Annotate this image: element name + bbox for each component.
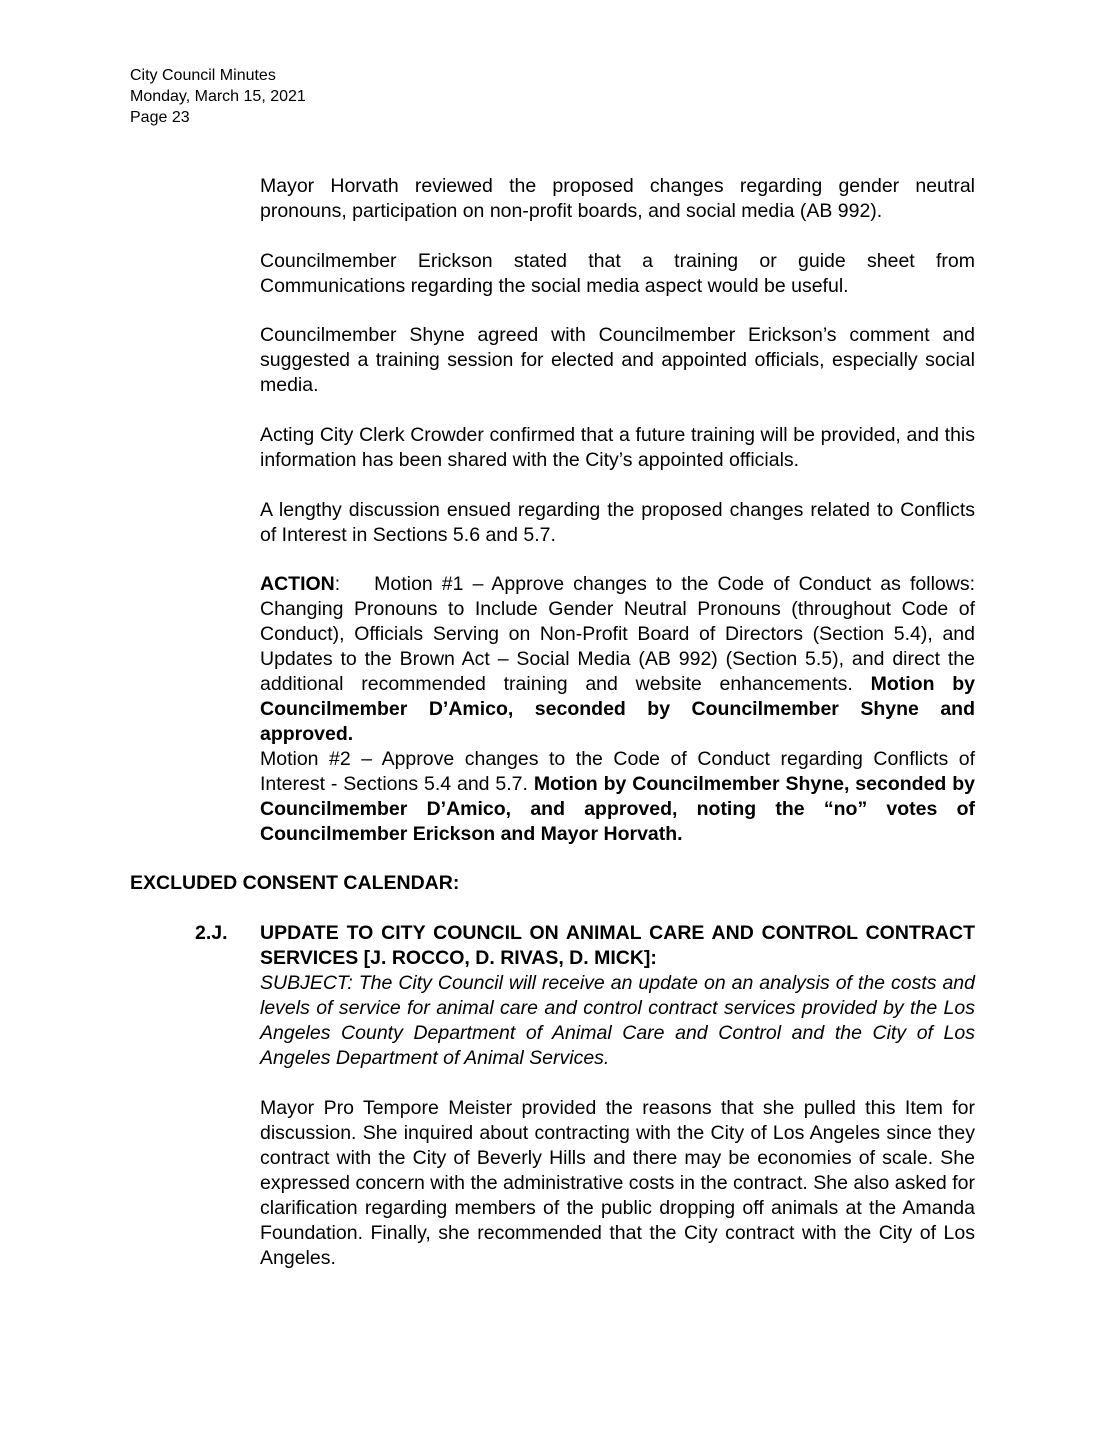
paragraph-meister-discussion: Mayor Pro Tempore Meister provided the reasons that she pulled this Item for discussion. She inquired about contracting with the City of Los Angeles since they contract with the City of Beverly Hills and there may be economies of scale. She expressed concern with the administrative costs in the contract. She also asked for clarification regarding members of the public dropping off animals at the Amanda Foundation. Finally, she recommended that the City contract with the City of Los Angeles.	[260, 1097, 975, 1269]
motion-1-text: Motion #1 – Approve changes to the Code of Conduct as follows: Changing Pronouns to Include Gender Neutral Pronouns (throughout Code of Conduct), Officials Serving on Non-Profit Board of Directors (Section 5.4), and Updates to the Brown Act – Social Media (AB 992) (Section 5.5), and direct the additional recommended training and website enhancements.	[260, 573, 975, 695]
motion-2-result: Motion by Councilmember Shyne, seconded by Councilmember D’Amico, and approved, noting the “no” votes of Councilmember Erickson and Mayor Horvath.	[260, 773, 975, 845]
item-title: UPDATE TO CITY COUNCIL ON ANIMAL CARE AND CONTROL CONTRACT SERVICES [J. ROCCO, D. RIVAS, D. MICK]:	[260, 922, 975, 969]
action-label: ACTION	[260, 573, 335, 595]
motion-2-text: Motion #2 – Approve changes to the Code of Conduct regarding Conflicts of Interest - Sections 5.4 and 5.7.	[260, 748, 975, 795]
paragraph-erickson-statement: Councilmember Erickson stated that a training or guide sheet from Communications regarding the social media aspect would be useful.	[260, 250, 975, 297]
action-block	[260, 572, 975, 847]
motion-2	[260, 747, 975, 847]
paragraph-shyne-comment: Councilmember Shyne agreed with Councilmember Erickson’s comment and suggested a training session for elected and appointed officials, especially social media.	[260, 324, 975, 396]
document-title: City Council Minutes	[130, 67, 276, 84]
motion-1-result: Motion by Councilmember D’Amico, seconded by Councilmember Shyne and approved.	[260, 673, 975, 745]
page-header	[130, 65, 306, 128]
section-heading-excluded-consent: EXCLUDED CONSENT CALENDAR:	[130, 872, 460, 894]
agenda-item-2j	[260, 921, 975, 1071]
paragraph-horvath-review: Mayor Horvath reviewed the proposed changes regarding gender neutral pronouns, participation on non-profit boards, and social media (AB 992).	[260, 175, 975, 222]
page-number: Page 23	[130, 109, 190, 126]
item-subject: SUBJECT: The City Council will receive an update on an analysis of the costs and levels of service for animal care and control contract services provided by the Los Angeles County Department of Animal Care and Control and the City of Los Angeles Department of Animal Services.	[260, 972, 975, 1069]
meeting-date: Monday, March 15, 2021	[130, 88, 306, 105]
paragraph-clerk-confirmation: Acting City Clerk Crowder confirmed that a future training will be provided, and this information has been shared with the City’s appointed officials.	[260, 424, 975, 471]
motion-1: ACTION: Motion #1 – Approve changes to the Code of Conduct as follows: Changing Pronouns to Include Gender Neutral Pronouns (throughout Code of Conduct), Officials Serving on Non-Profit Board of Directors (Section 5.4), and Updates to the Brown Act – Social Media (AB 992) (Section 5.5), and direct the additional recommended training and website enhancements. Motion by Councilmember D’Amico, seconded by Councilmember Shyne and approved.	[260, 573, 975, 745]
item-number: 2.J.	[195, 922, 228, 944]
paragraph-lengthy-discussion: A lengthy discussion ensued regarding the proposed changes related to Conflicts of Interest in Sections 5.6 and 5.7.	[260, 499, 975, 546]
